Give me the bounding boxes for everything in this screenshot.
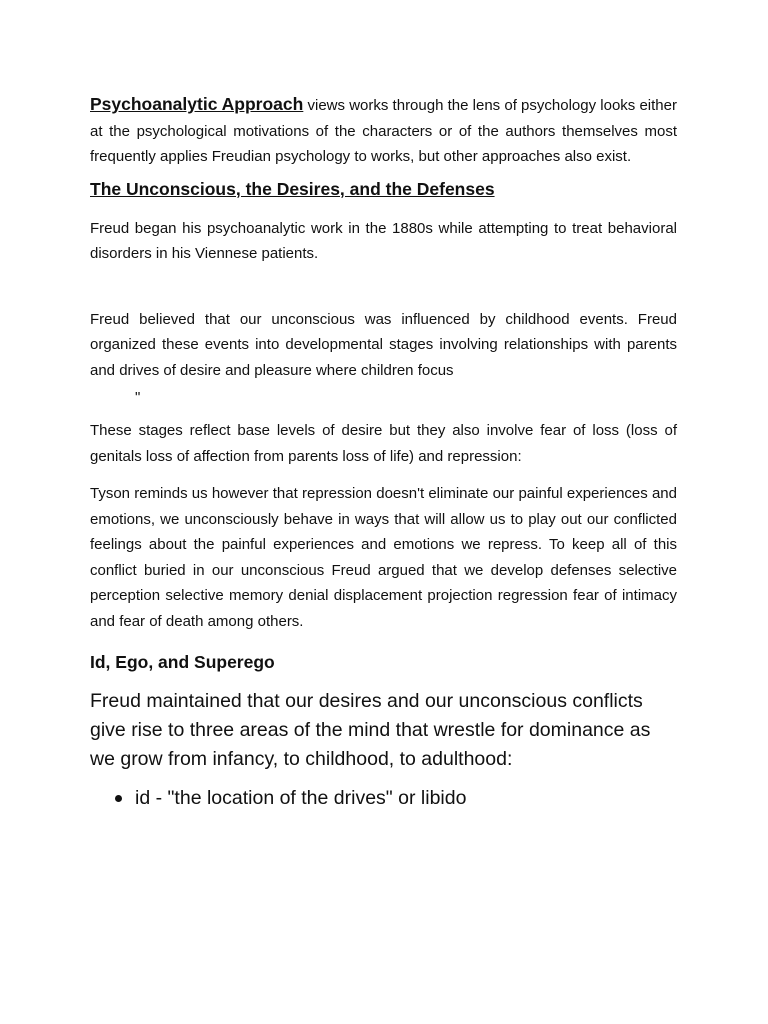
bullet-icon (115, 795, 122, 802)
section-heading-unconscious: The Unconscious, the Desires, and the Defenses (90, 178, 495, 199)
section-heading-id-ego-superego: Id, Ego, and Superego (90, 652, 275, 672)
list-item-text: id - "the location of the drives" or libido (135, 787, 467, 809)
paragraph-freud-began: Freud began his psychoanalytic work in the 1880s while attempting to treat behavioral disorders in his Viennese patients. (90, 219, 677, 262)
paragraph-stages: These stages reflect base levels of desire but they also involve fear of loss (loss of genitals loss of affection from parents loss of life) and repression: (90, 422, 677, 465)
intro-text: views works through the lens of psychology looks either at the psychological motivations of the characters or of the authors themselves most frequently applies Freudian psychology to works, but other approaches also exist. (90, 97, 677, 165)
stray-quote-mark: " (135, 389, 141, 406)
document-page (90, 92, 677, 813)
list-item (90, 784, 677, 813)
intro-term: Psychoanalytic Approach (90, 94, 304, 114)
paragraph-freud-believed: Freud believed that our unconscious was influenced by childhood events. Freud organized these events into developmental stages involving relationships with parents and drives of desire and pleasure where children focus (90, 310, 677, 379)
paragraph-tyson: Tyson reminds us however that repression doesn't eliminate our painful experiences and emotions, we unconsciously behave in ways that will allow us to play out our conflicted feelings about the painful experiences and emotions we repress. To keep all of this conflict buried in our unconscious Freud argued that we develop defenses selective perception selective memory denial displacement projection regression fear of intimacy and fear of death among others. (90, 485, 677, 630)
bullet-list (90, 784, 677, 813)
paragraph-freud-maintained: Freud maintained that our desires and our unconscious conflicts give rise to three areas of the mind that wrestle for dominance as we grow from infancy, to childhood, to adulthood: (90, 690, 651, 770)
intro-paragraph (90, 92, 677, 170)
